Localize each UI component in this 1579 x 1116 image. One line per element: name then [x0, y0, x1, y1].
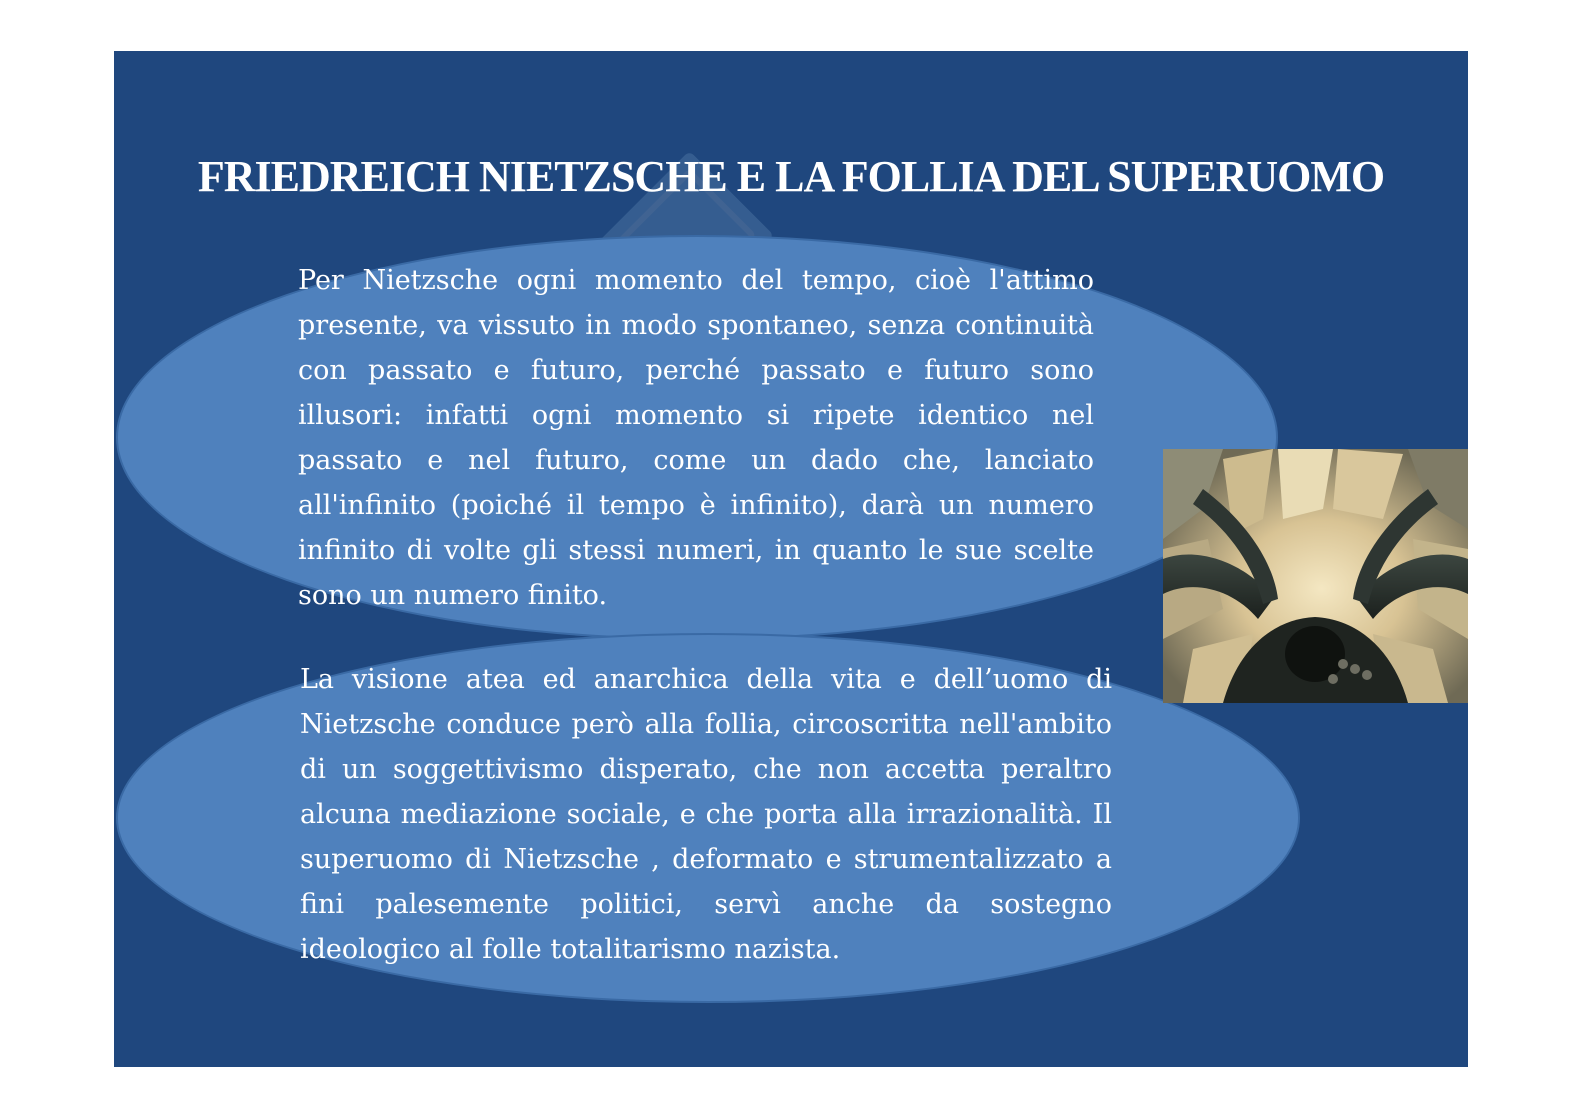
- paragraph-eternal-return: Per Nietzsche ogni momento del tempo, cioè l'attimo presente, va vissuto in modo spontaneo, senza continuità con passato e futuro, perché passato e futuro sono illusori: infatti ogni momento si ripete identico nel passato e nel futuro, come un dado che, lanciato all'infinito (poiché il tempo è infinito), darà un numero infinito di volte gli stessi numeri, in quanto le sue scelte sono un numero finito.: [298, 265, 1094, 611]
- futurist-painting-image: [1163, 449, 1468, 703]
- slide: [114, 51, 1468, 1067]
- paragraph-madness: La visione atea ed anarchica della vita e dell’uomo di Nietzsche conduce però alla follia, circoscritta nell'ambito di un soggettivismo disperato, che non accetta peraltro alcuna mediazione sociale, e che porta alla irrazionalità. Il superuomo di Nietzsche , deformato e strumentalizzato a fini palesemente politici, servì anche da sostegno ideologico al folle totalitarismo nazista.: [300, 664, 1112, 965]
- slide-title: FRIEDREICH NIETZSCHE E LA FOLLIA DEL SUPERUOMO: [197, 152, 1385, 201]
